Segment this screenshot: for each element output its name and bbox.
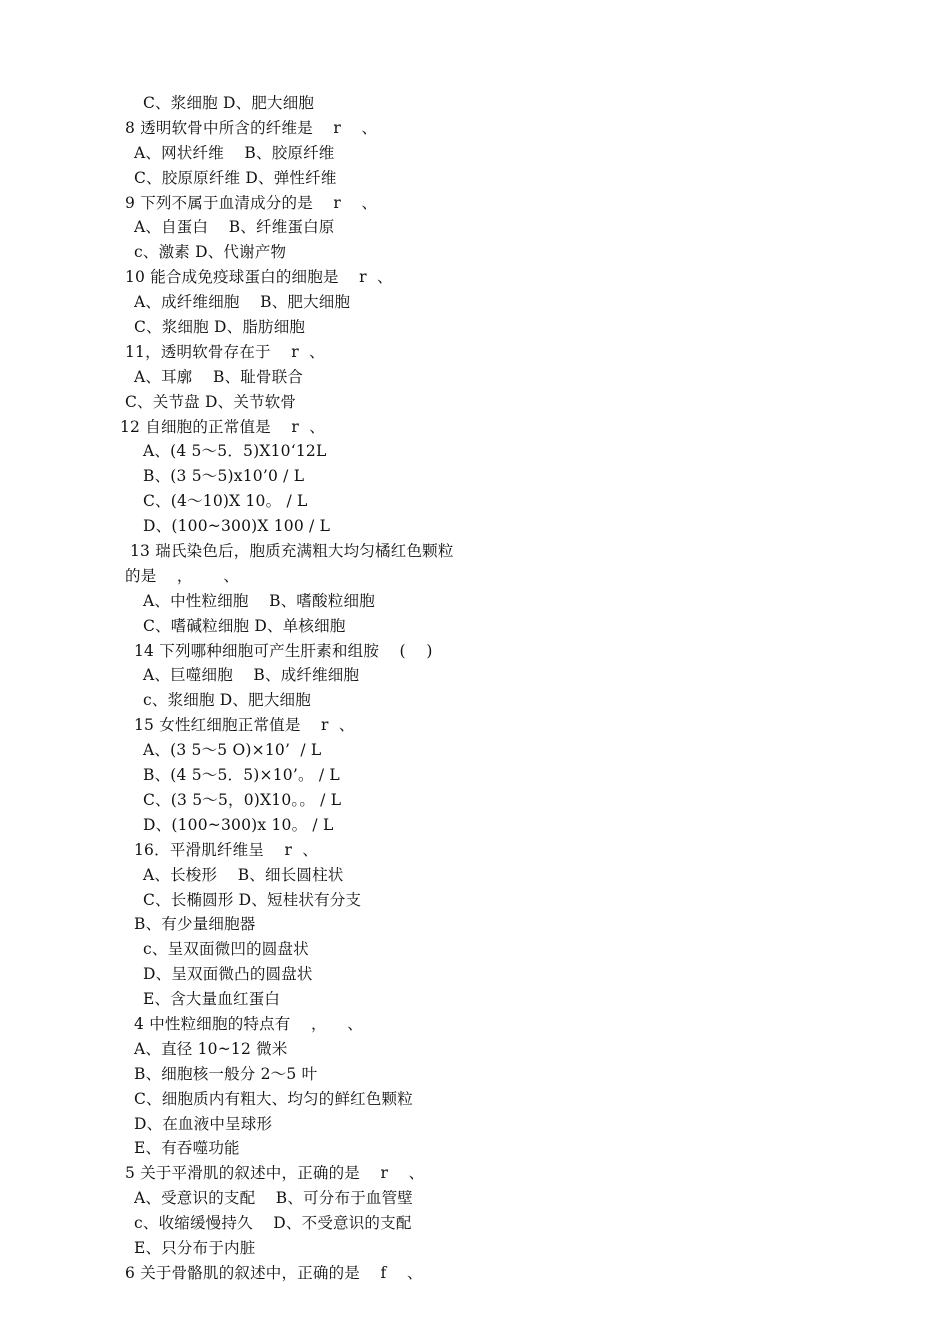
option-line: E、含大量血红蛋白 <box>143 990 281 1009</box>
text-line: C、浆细胞 D、肥大细胞 <box>143 94 315 112</box>
option-line: A、(4 5～5．5)X10‘12L <box>143 442 327 461</box>
option-line: D、(100~300)X 100 / L <box>143 517 331 536</box>
option-line: c、浆细胞 D、肥大细胞 <box>143 691 311 710</box>
option-line: A、自蛋白 B、纤维蛋白原 <box>134 218 335 237</box>
option-line: C、浆细胞 D、脂肪细胞 <box>134 318 306 337</box>
option-line: C、关节盘 D、关节软骨 <box>125 392 297 411</box>
option-line: c、激素 D、代谢产物 <box>134 243 287 262</box>
option-line: C、嗜碱粒细胞 D、单核细胞 <box>143 616 346 635</box>
option-line: B、(4 5～5．5)×10’。 / L <box>143 766 340 785</box>
option-line: A、中性粒细胞 B、嗜酸粒细胞 <box>143 591 375 610</box>
option-line: A、受意识的支配 B、可分布于血管壁 <box>134 1189 413 1208</box>
question-line: 14 下列哪种细胞可产生肝素和组胺 ( ) <box>134 641 433 660</box>
question-line: 5 关于平滑肌的叙述中，正确的是 r 、 <box>125 1164 425 1183</box>
option-line: C、(4～10)X 10。 / L <box>143 492 308 511</box>
question-line: 10 能合成免疫球蛋白的细胞是 r 、 <box>125 268 393 287</box>
option-line: D、在血液中呈球形 <box>134 1114 273 1133</box>
question-line: 6 关于骨骼肌的叙述中，正确的是 f 、 <box>125 1263 423 1282</box>
question-line: 16．平滑肌纤维呈 r 、 <box>134 840 319 859</box>
option-line: A、(3 5～5 O)×10’ / L <box>143 741 322 760</box>
option-line: B、(3 5～5)x10’0 / L <box>143 467 305 486</box>
option-line: B、有少量细胞器 <box>134 915 256 934</box>
question-line: 9 下列不属于血清成分的是 r 、 <box>125 193 378 212</box>
option-line: E、只分布于内脏 <box>134 1238 256 1257</box>
option-line: B、细胞核一般分 2～5 叶 <box>134 1064 318 1083</box>
option-line: A、成纤维细胞 B、肥大细胞 <box>134 293 351 312</box>
option-line: E、有吞噬功能 <box>134 1139 240 1158</box>
option-line: C、长椭圆形 D、短桂状有分支 <box>143 890 362 909</box>
option-line: C、细胞质内有粗大、均匀的鲜红色颗粒 <box>134 1089 413 1108</box>
option-line: D、呈双面微凸的圆盘状 <box>143 965 313 984</box>
option-line: C、胶原原纤维 D、弹性纤维 <box>134 168 337 187</box>
option-line: C、(3 5～5，0)X10。。 / L <box>143 790 342 809</box>
question-line: 11，透明软骨存在于 r 、 <box>125 342 325 361</box>
option-line: A、直径 10~12 微米 <box>134 1039 288 1058</box>
option-line: A、耳廓 B、耻骨联合 <box>134 367 304 386</box>
option-line: A、长梭形 B、细长圆柱状 <box>143 865 344 884</box>
option-line: c、收缩缓慢持久 D、不受意识的支配 <box>134 1214 412 1233</box>
question-line: 8 透明软骨中所含的纤维是 r 、 <box>125 118 378 137</box>
option-line: A、网状纤维 B、胶原纤维 <box>134 143 335 162</box>
option-line: c、呈双面微凹的圆盘状 <box>143 940 309 959</box>
question-line: 12 自细胞的正常值是 r 、 <box>120 417 325 436</box>
question-line: 4 中性粒细胞的特点有 ， 、 <box>134 1014 363 1033</box>
option-line: A、巨噬细胞 B、成纤维细胞 <box>143 666 360 685</box>
option-line: D、(100~300)x 10。 / L <box>143 815 334 834</box>
question-line: 13 瑞氏染色后，胞质充满粗大均匀橘红色颗粒 <box>130 542 454 561</box>
document-page <box>0 91 950 1286</box>
question-line: 15 女性红细胞正常值是 r 、 <box>134 716 355 735</box>
question-line: 的是 ， 、 <box>125 566 240 585</box>
